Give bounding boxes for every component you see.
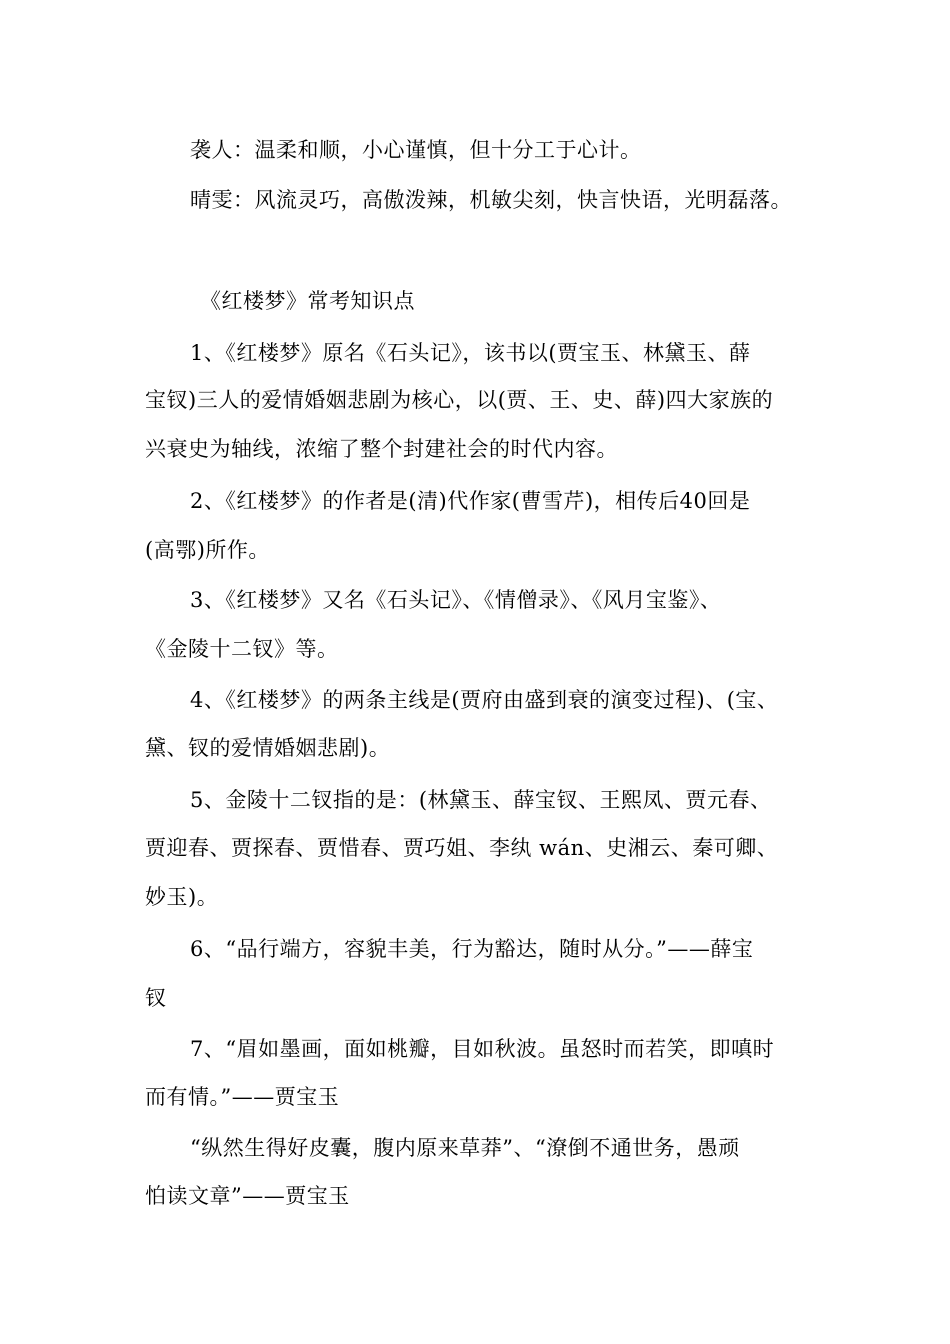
text-line: 钗 bbox=[145, 986, 167, 1010]
text-line: 《金陵十二钗》等。 bbox=[145, 637, 339, 661]
text-line: 袭人：温柔和顺，小心谨慎，但十分工于心计。 bbox=[190, 138, 642, 162]
text-line: 1、《红楼梦》原名《石头记》，该书以(贾宝玉、林黛玉、薛 bbox=[190, 341, 751, 365]
text-line: 贾迎春、贾探春、贾惜春、贾巧姐、李纨 wán、史湘云、秦可卿、 bbox=[145, 836, 779, 860]
text-line: “纵然生得好皮囊，腹内原来草莽”、“潦倒不通世务，愚顽 bbox=[190, 1136, 740, 1160]
text-line: 晴雯：风流灵巧，高傲泼辣，机敏尖刻，快言快语，光明磊落。 bbox=[190, 188, 792, 212]
text-line: 怕读文章”——贾宝玉 bbox=[145, 1184, 350, 1208]
text-line: 妙玉)。 bbox=[145, 885, 219, 909]
text-line: 2、《红楼梦》的作者是(清)代作家(曹雪芹)，相传后40回是 bbox=[190, 489, 751, 513]
text-line: 4、《红楼梦》的两条主线是(贾府由盛到衰的演变过程)、(宝、 bbox=[190, 688, 779, 712]
text-line: 黛、钗的爱情婚姻悲剧)。 bbox=[145, 736, 391, 760]
section-heading: 《红楼梦》常考知识点 bbox=[200, 289, 415, 313]
text-line: (高鄂)所作。 bbox=[145, 538, 270, 562]
text-line: 7、“眉如墨画，面如桃瓣，目如秋波。虽怒时而若笑，即嗔时 bbox=[190, 1037, 775, 1061]
text-line: 5、金陵十二钗指的是：(林黛玉、薛宝钗、王熙凤、贾元春、 bbox=[190, 788, 772, 812]
text-line: 而有情。”——贾宝玉 bbox=[145, 1085, 340, 1109]
text-line: 3、《红楼梦》又名《石头记》、《情僧录》、《风月宝鉴》、 bbox=[190, 588, 722, 612]
text-line: 6、“品行端方，容貌丰美，行为豁达，随时从分。”——薛宝 bbox=[190, 937, 754, 961]
text-line: 兴衰史为轴线，浓缩了整个封建社会的时代内容。 bbox=[145, 437, 618, 461]
text-line: 宝钗)三人的爱情婚姻悲剧为核心，以(贾、王、史、薛)四大家族的 bbox=[145, 388, 774, 412]
